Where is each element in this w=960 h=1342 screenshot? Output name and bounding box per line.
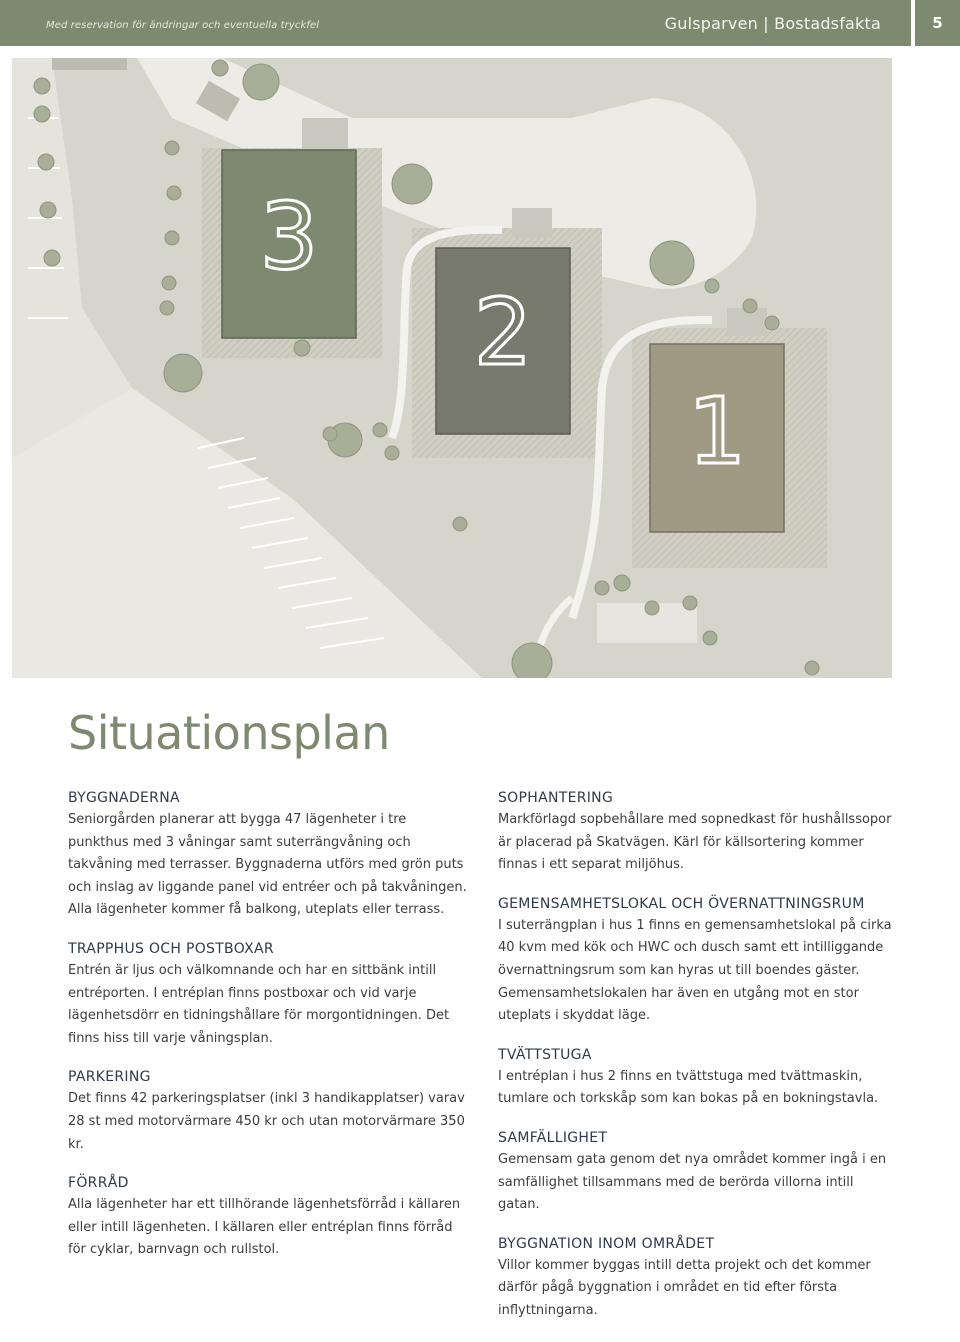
- annex: [512, 208, 552, 238]
- section-text: Det finns 42 parkeringsplatser (inkl 3 handikapplatser) varav 28 st med motorvärmare 450 kr och utan motorvärmare 350 kr.: [68, 1091, 465, 1152]
- section-parkering: [68, 1069, 468, 1156]
- building-label-3: 3: [259, 183, 319, 290]
- section-text: Seniorgården planerar att bygga 47 lägenheter i tre punkthus med 3 våningar samt suterrängvåning och takvåning med terrasser. Byggnaderna utförs med grön puts och inslag av liggande panel vid entréer och på takvåningen. Alla lägenheter kommer få balkong, uteplats eller terrass.: [68, 812, 467, 918]
- disclaimer-text: Med reservation för ändringar och eventuella tryckfel: [46, 20, 320, 31]
- section-title: FÖRRÅD: [68, 1175, 129, 1192]
- section-byggnation: [498, 1236, 898, 1323]
- section-tvattstuga: [498, 1047, 898, 1111]
- building-label-2: 2: [473, 279, 533, 386]
- section-title: SOPHANTERING: [498, 790, 614, 806]
- section-title: SAMFÄLLIGHET: [498, 1129, 608, 1146]
- section-text: Markförlagd sopbehållare med sopnedkast för hushållssopor är placerad på Skatvägen. Kärl för källsortering kommer finnas i ett separat miljöhus.: [498, 812, 892, 873]
- left-column: [68, 790, 468, 1281]
- top-left-lot: [52, 58, 127, 70]
- building-label-1: 1: [687, 378, 747, 485]
- section-title: TRAPPHUS OCH POSTBOXAR: [68, 940, 274, 957]
- section-title: BYGGNATION INOM OMRÅDET: [498, 1235, 715, 1252]
- section-samfallighet: [498, 1130, 898, 1217]
- section-sophantering: [498, 790, 898, 877]
- section-text: Gemensam gata genom det nya området kommer ingå i en samfällighet tillsammans med de berörda villorna intill gatan.: [498, 1151, 887, 1213]
- section-trapphus: [68, 941, 468, 1050]
- section-title: BYGGNADERNA: [68, 790, 180, 806]
- page-number: 5: [932, 14, 943, 32]
- section-text: Entrén är ljus och välkomnande och har en sittbänk intill entréporten. I entréplan finns postboxar och vid varje lägenhetsdörr en tidningshållare för morgontidningen. Det finns hiss till varje våningsplan.: [68, 962, 450, 1046]
- section-text: I suterrängplan i hus 1 finns en gemensamhetslokal på cirka 40 kvm med kök och HWC och dusch samt ett intilliggande övernattningsrum som kan hyras ut till boendes gäster. Gemensamhetslokalen har även en utgång mot en stor uteplats i skyddat läge.: [498, 917, 892, 1024]
- section-gemensamhetslokal: [498, 896, 898, 1028]
- right-column: [498, 790, 898, 1342]
- section-text: I entréplan i hus 2 finns en tvättstuga med tvättmaskin, tumlare och torkskåp som kan bokas på en bokningstavla.: [498, 1068, 879, 1107]
- section-byggnaderna: [68, 790, 468, 922]
- page-header: [0, 0, 911, 46]
- section-forrad: [68, 1175, 468, 1262]
- section-title: TVÄTTSTUGA: [498, 1046, 592, 1063]
- annex: [302, 118, 348, 152]
- section-title: GEMENSAMHETSLOKAL OCH ÖVERNATTNINGSRUM: [498, 895, 865, 912]
- document-title: Gulsparven | Bostadsfakta: [664, 14, 881, 33]
- site-plan-map: [12, 58, 892, 678]
- section-text: Alla lägenheter har ett tillhörande lägenhetsförråd i källaren eller intill lägenheten. I källaren eller entréplan finns förråd för cyklar, barnvagn och rullstol.: [68, 1197, 461, 1258]
- page-heading: Situationsplan: [68, 706, 390, 760]
- page-number-box: [915, 0, 960, 46]
- section-text: Villor kommer byggas intill detta projekt och det kommer därför pågå byggnation i området en tid efter första inflyttningarna.: [498, 1257, 871, 1318]
- section-title: PARKERING: [68, 1069, 151, 1086]
